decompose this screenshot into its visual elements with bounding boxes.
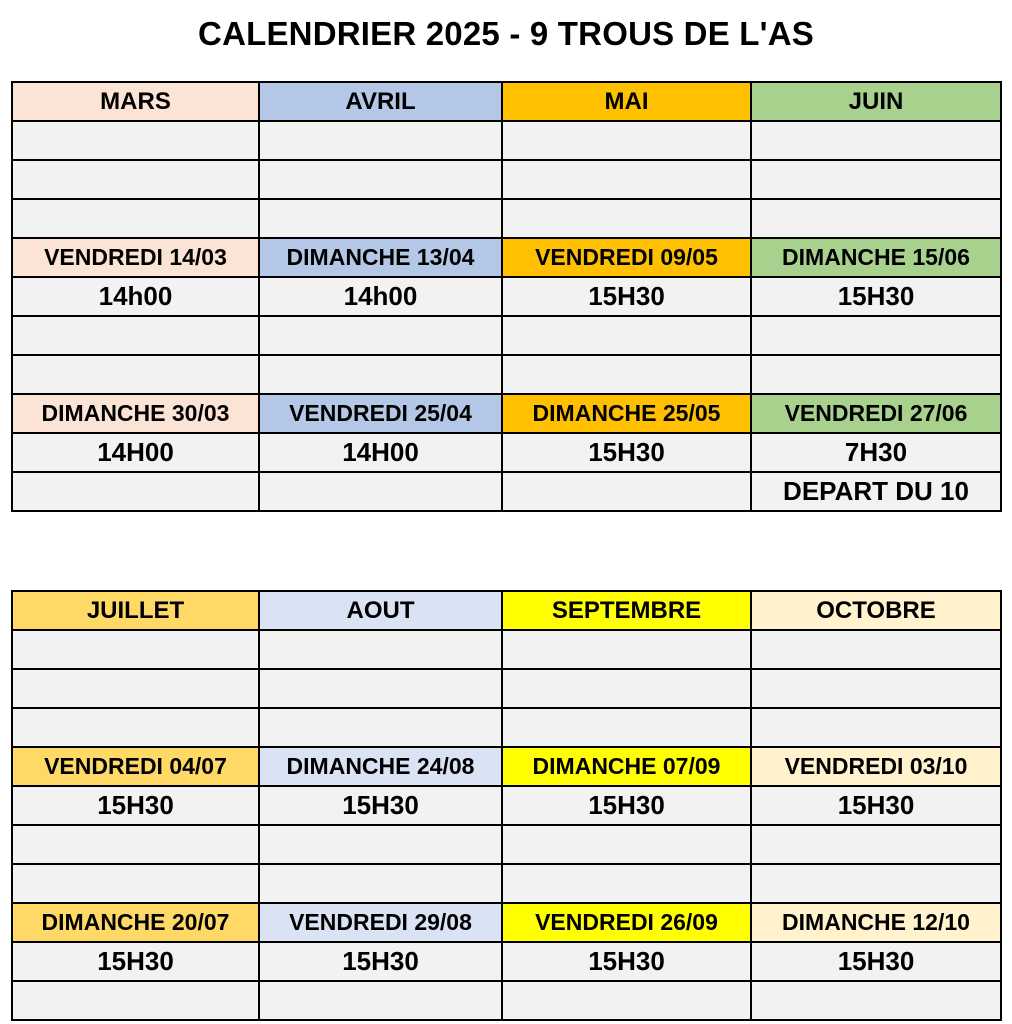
calendar-table-spring [11, 81, 1002, 512]
empty-cell [502, 825, 751, 864]
empty-cell [259, 160, 502, 199]
empty-row [12, 825, 1001, 864]
event-date-octobre-1: VENDREDI 03/10 [751, 747, 1001, 786]
empty-cell [751, 121, 1001, 160]
event-time-juillet-1: 15H30 [12, 786, 259, 825]
event-time-avril-2: 14H00 [259, 433, 502, 472]
empty-cell [12, 708, 259, 747]
month-header-octobre: OCTOBRE [751, 591, 1001, 630]
empty-cell [259, 825, 502, 864]
empty-row [12, 630, 1001, 669]
event-time-octobre-2: 15H30 [751, 942, 1001, 981]
event-time-avril-1: 14h00 [259, 277, 502, 316]
empty-cell [12, 630, 259, 669]
event-time-row [12, 942, 1001, 981]
month-header-row [12, 591, 1001, 630]
event-date-juin-1: DIMANCHE 15/06 [751, 238, 1001, 277]
event-note-avril [259, 472, 502, 511]
empty-cell [751, 316, 1001, 355]
event-note-octobre [751, 981, 1001, 1020]
empty-cell [502, 630, 751, 669]
event-date-juillet-2: DIMANCHE 20/07 [12, 903, 259, 942]
empty-cell [502, 669, 751, 708]
empty-row [12, 316, 1001, 355]
empty-cell [259, 708, 502, 747]
empty-cell [502, 708, 751, 747]
event-note-mai [502, 472, 751, 511]
event-date-mai-2: DIMANCHE 25/05 [502, 394, 751, 433]
empty-row [12, 199, 1001, 238]
note-row [12, 472, 1001, 511]
event-date-aout-1: DIMANCHE 24/08 [259, 747, 502, 786]
event-time-mai-1: 15H30 [502, 277, 751, 316]
calendar-table-autumn [11, 590, 1002, 1021]
event-time-septembre-1: 15H30 [502, 786, 751, 825]
event-note-juillet [12, 981, 259, 1020]
event-time-row [12, 433, 1001, 472]
month-header-mars: MARS [12, 82, 259, 121]
event-time-juin-1: 15H30 [751, 277, 1001, 316]
event-time-mars-1: 14h00 [12, 277, 259, 316]
event-note-mars [12, 472, 259, 511]
event-date-row [12, 903, 1001, 942]
empty-cell [502, 864, 751, 903]
empty-cell [751, 708, 1001, 747]
empty-cell [259, 199, 502, 238]
empty-cell [751, 199, 1001, 238]
empty-row [12, 864, 1001, 903]
empty-cell [259, 669, 502, 708]
empty-cell [12, 669, 259, 708]
empty-cell [751, 669, 1001, 708]
month-header-mai: MAI [502, 82, 751, 121]
event-date-septembre-2: VENDREDI 26/09 [502, 903, 751, 942]
empty-cell [259, 121, 502, 160]
event-time-mars-2: 14H00 [12, 433, 259, 472]
empty-row [12, 355, 1001, 394]
event-date-mars-2: DIMANCHE 30/03 [12, 394, 259, 433]
event-time-aout-1: 15H30 [259, 786, 502, 825]
page-title: CALENDRIER 2025 - 9 TROUS DE L'AS [198, 15, 814, 52]
empty-row [12, 160, 1001, 199]
month-header-aout: AOUT [259, 591, 502, 630]
empty-cell [12, 864, 259, 903]
event-time-mai-2: 15H30 [502, 433, 751, 472]
empty-cell [259, 316, 502, 355]
empty-cell [751, 160, 1001, 199]
event-time-octobre-1: 15H30 [751, 786, 1001, 825]
month-header-juin: JUIN [751, 82, 1001, 121]
event-note-septembre [502, 981, 751, 1020]
event-time-juillet-2: 15H30 [12, 942, 259, 981]
month-header-avril: AVRIL [259, 82, 502, 121]
month-header-septembre: SEPTEMBRE [502, 591, 751, 630]
event-date-juin-2: VENDREDI 27/06 [751, 394, 1001, 433]
empty-cell [12, 199, 259, 238]
empty-cell [12, 121, 259, 160]
empty-cell [502, 355, 751, 394]
event-date-aout-2: VENDREDI 29/08 [259, 903, 502, 942]
event-date-juillet-1: VENDREDI 04/07 [12, 747, 259, 786]
empty-cell [259, 630, 502, 669]
month-header-juillet: JUILLET [12, 591, 259, 630]
empty-row [12, 121, 1001, 160]
empty-cell [502, 199, 751, 238]
empty-cell [259, 864, 502, 903]
event-date-row [12, 238, 1001, 277]
event-date-septembre-1: DIMANCHE 07/09 [502, 747, 751, 786]
empty-cell [751, 355, 1001, 394]
empty-cell [751, 864, 1001, 903]
empty-row [12, 669, 1001, 708]
month-header-row [12, 82, 1001, 121]
event-time-row [12, 786, 1001, 825]
event-date-mai-1: VENDREDI 09/05 [502, 238, 751, 277]
event-time-septembre-2: 15H30 [502, 942, 751, 981]
event-date-mars-1: VENDREDI 14/03 [12, 238, 259, 277]
event-date-avril-2: VENDREDI 25/04 [259, 394, 502, 433]
event-date-octobre-2: DIMANCHE 12/10 [751, 903, 1001, 942]
empty-cell [751, 825, 1001, 864]
empty-cell [12, 355, 259, 394]
empty-cell [502, 121, 751, 160]
empty-cell [259, 355, 502, 394]
event-date-row [12, 747, 1001, 786]
empty-cell [12, 160, 259, 199]
empty-cell [502, 316, 751, 355]
event-time-aout-2: 15H30 [259, 942, 502, 981]
event-date-row [12, 394, 1001, 433]
empty-cell [12, 316, 259, 355]
event-date-avril-1: DIMANCHE 13/04 [259, 238, 502, 277]
event-note-aout [259, 981, 502, 1020]
event-time-juin-2: 7H30 [751, 433, 1001, 472]
empty-cell [502, 160, 751, 199]
event-note-juin: DEPART DU 10 [751, 472, 1001, 511]
empty-cell [751, 630, 1001, 669]
note-row [12, 981, 1001, 1020]
empty-row [12, 708, 1001, 747]
event-time-row [12, 277, 1001, 316]
empty-cell [12, 825, 259, 864]
